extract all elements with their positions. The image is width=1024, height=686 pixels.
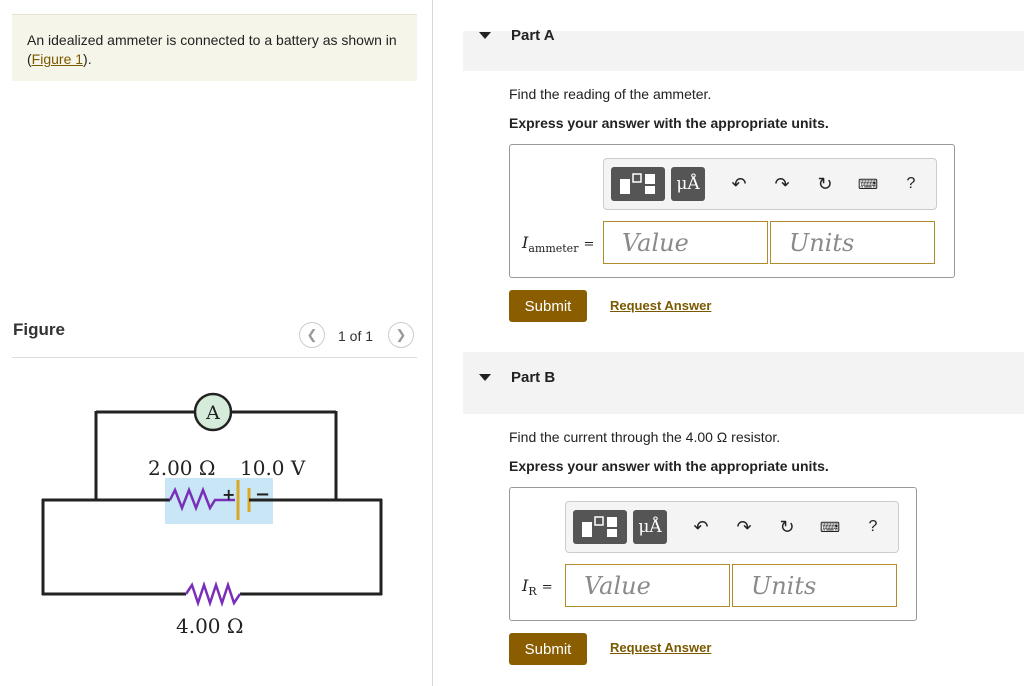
r1-label: 2.00 Ω: [148, 456, 216, 480]
battery-plus: +: [222, 485, 236, 504]
part-b-variable: $I_R$ =: [522, 576, 553, 599]
figure-link[interactable]: Figure 1: [31, 51, 84, 67]
keyboard-icon[interactable]: ⌨: [857, 175, 879, 192]
r2-label: 4.00 Ω: [176, 614, 244, 638]
template-icon: [618, 172, 658, 196]
part-a-units-input[interactable]: Units: [770, 221, 935, 264]
units-icon: μÅ: [676, 174, 700, 194]
part-b-value-input[interactable]: Value: [565, 564, 730, 607]
part-a-title: Part A: [511, 27, 555, 44]
template-icon: [580, 515, 620, 539]
chevron-left-icon: ❮: [306, 327, 318, 342]
intro-after: ).: [83, 51, 92, 67]
units-button[interactable]: [633, 510, 667, 544]
part-a-toolbar: [603, 158, 937, 210]
next-figure-button[interactable]: [388, 322, 414, 348]
part-b-submit-button[interactable]: Submit: [509, 633, 587, 665]
panel-divider: [432, 0, 433, 686]
circuit-diagram: [0, 360, 430, 660]
help-icon[interactable]: ?: [906, 175, 916, 192]
part-a-answer-box: [509, 144, 955, 278]
units-button[interactable]: [671, 167, 705, 201]
collapse-part-a-icon[interactable]: [479, 32, 491, 39]
figure-divider: [12, 357, 417, 358]
part-b-toolbar: [565, 501, 899, 553]
figure-title: Figure: [13, 320, 65, 339]
reset-icon[interactable]: ↻: [817, 173, 833, 194]
template-button[interactable]: [611, 167, 665, 201]
resistor-4ohm: [186, 585, 240, 603]
part-a-value-input[interactable]: Value: [603, 221, 768, 264]
part-b-title: Part B: [511, 369, 556, 386]
undo-icon[interactable]: ↶: [731, 173, 747, 194]
part-a-submit-button[interactable]: Submit: [509, 290, 587, 322]
redo-icon[interactable]: ↷: [736, 516, 752, 537]
battery-minus: −: [255, 484, 271, 505]
keyboard-icon[interactable]: ⌨: [819, 518, 841, 535]
units-icon: μÅ: [638, 517, 662, 537]
part-b-instruction: Express your answer with the appropriate units.: [509, 458, 829, 474]
help-icon[interactable]: ?: [868, 518, 878, 535]
template-button[interactable]: [573, 510, 627, 544]
part-b-question: Find the current through the 4.00 Ω resistor.: [509, 429, 781, 445]
collapse-part-b-icon[interactable]: [479, 374, 491, 381]
undo-icon[interactable]: ↶: [693, 516, 709, 537]
figure-pager: 1 of 1: [338, 328, 374, 344]
part-a-variable: $I_{ammeter}$ =: [522, 233, 595, 256]
chevron-right-icon: ❯: [395, 327, 407, 342]
part-b-answer-box: [509, 487, 917, 621]
prev-figure-button[interactable]: [299, 322, 325, 348]
ammeter-label: A: [206, 402, 220, 424]
problem-intro: [12, 14, 417, 81]
part-a-instruction: Express your answer with the appropriate units.: [509, 115, 829, 131]
part-a-request-answer[interactable]: Request Answer: [610, 298, 712, 313]
part-b-units-input[interactable]: Units: [732, 564, 897, 607]
part-b-request-answer[interactable]: Request Answer: [610, 640, 712, 655]
redo-icon[interactable]: ↷: [774, 173, 790, 194]
intro-text: An idealized ammeter is connected to a battery as shown in (: [27, 32, 397, 67]
reset-icon[interactable]: ↻: [779, 516, 795, 537]
part-a-question: Find the reading of the ammeter.: [509, 86, 712, 102]
battery-label: 10.0 V: [240, 456, 306, 480]
